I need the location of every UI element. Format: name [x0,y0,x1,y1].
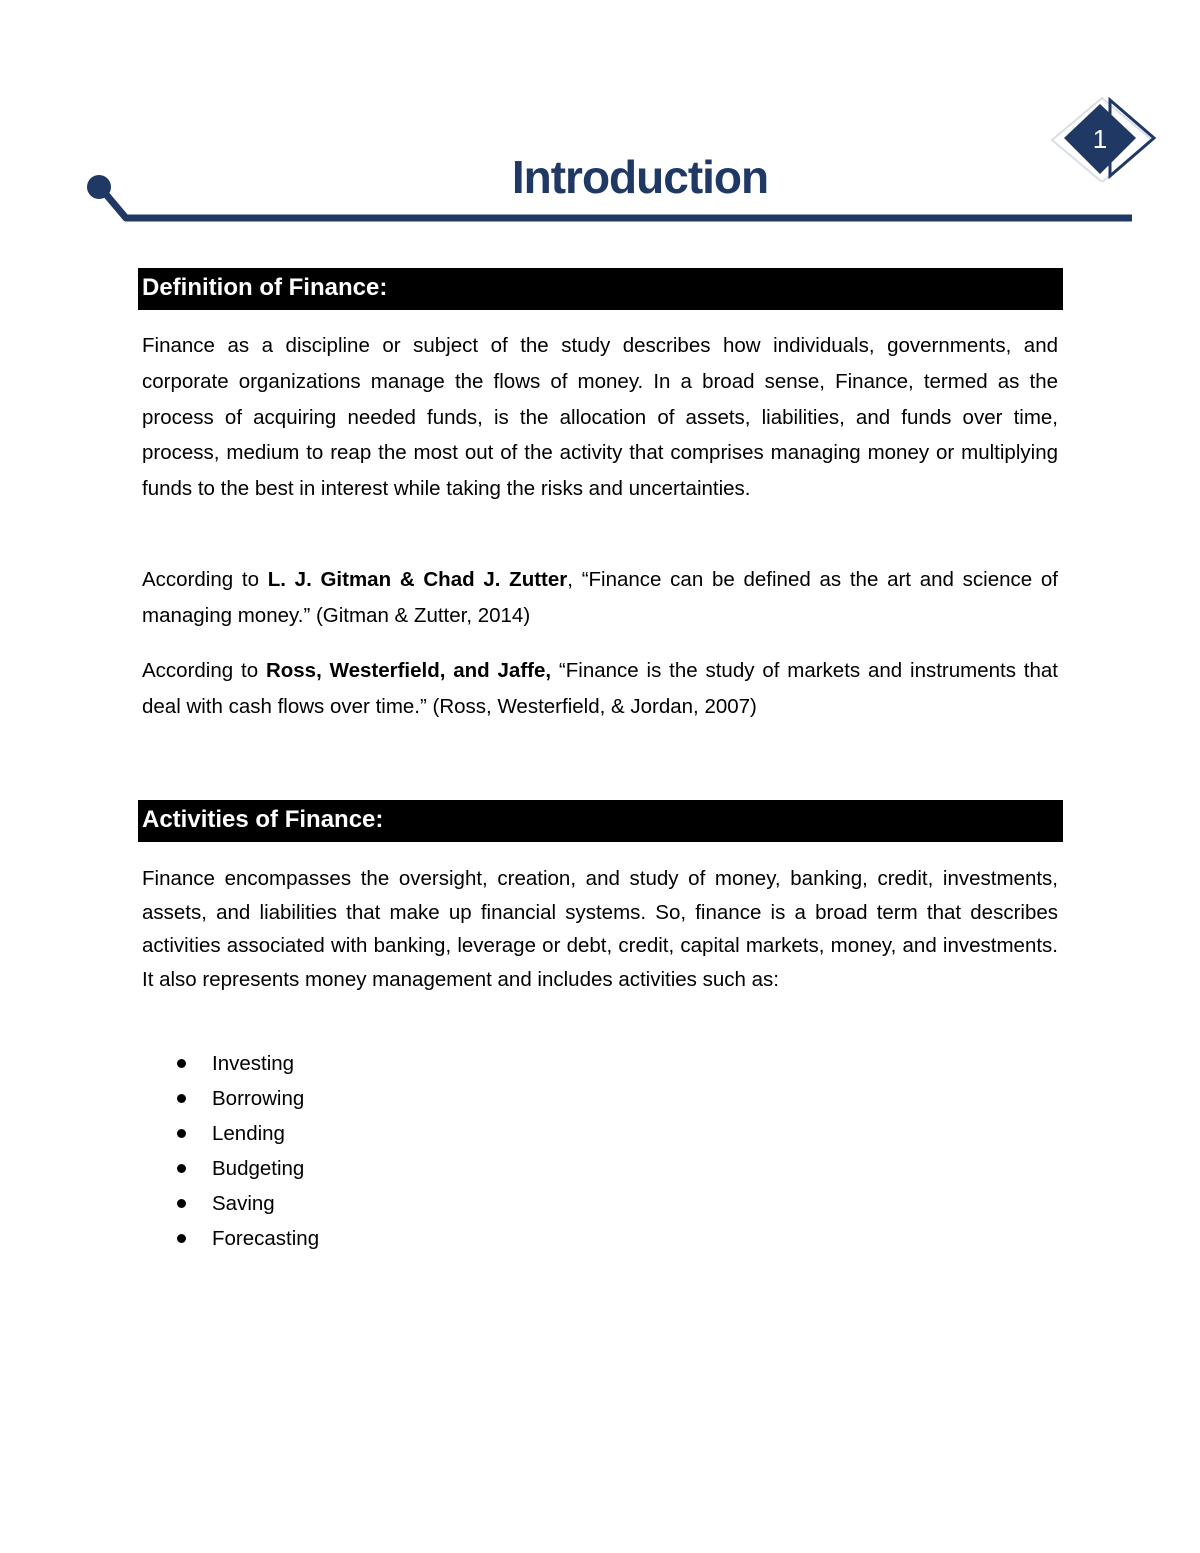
list-item-label: Forecasting [212,1227,320,1250]
ross-quote-authors: Ross, Westerfield, and Jaffe, [265,659,552,682]
section-heading-activities: Activities of Finance: [138,800,1063,842]
gitman-quote-text: , “Finance can be defined as the art and science of managing money.” (Gitman & Zutter, 2014) [142,568,1058,627]
list-item-label: Budgeting [212,1157,305,1180]
list-item [142,1186,319,1221]
activities-list [142,1046,319,1256]
list-item [142,1046,319,1081]
list-item-label: Lending [212,1122,285,1145]
bullet-icon [177,1199,186,1208]
bullet-icon [177,1234,186,1243]
list-item [142,1116,319,1151]
ross-quote-paragraph [142,653,1058,725]
list-item-label: Saving [212,1192,275,1215]
gitman-quote-authors: L. J. Gitman & Chad J. Zutter [267,568,568,591]
page-number: 1 [1092,124,1108,154]
bullet-icon [177,1059,186,1068]
list-item-label: Investing [212,1052,295,1075]
ross-quote-text: “Finance is the study of markets and instruments that deal with cash flows over time.” (Ross, Westerfield, & Jordan, 2007) [142,659,1059,718]
list-item-label: Borrowing [212,1087,305,1110]
bullet-icon [177,1164,186,1173]
gitman-quote-prefix: According to [142,568,268,591]
ross-quote-prefix: According to [142,659,266,682]
gitman-quote-paragraph [142,562,1058,634]
bullet-icon [177,1129,186,1138]
section-heading-definition: Definition of Finance: [138,268,1063,310]
activities-paragraph: Finance encompasses the oversight, creation, and study of money, banking, credit, investments, assets, and liabilities that make up financial systems. So, finance is a broad term that describes activities associated with banking, leverage or debt, credit, capital markets, money, and investments. It also represents money management and includes activities such as: [142,867,1058,991]
title-rule [0,0,1200,240]
definition-paragraph: Finance as a discipline or subject of the study describes how individuals, governments, and corporate organizations manage the flows of money. In a broad sense, Finance, termed as the process of acquiring needed funds, is the allocation of assets, liabilities, and funds over time, process, medium to reap the most out of the activity that comprises managing money or multiplying funds to the best in interest while taking the risks and uncertainties. [142,334,1058,501]
bullet-icon [177,1094,186,1103]
list-item [142,1151,319,1186]
list-item [142,1081,319,1116]
page-title: Introduction [511,151,769,203]
list-item [142,1221,319,1256]
